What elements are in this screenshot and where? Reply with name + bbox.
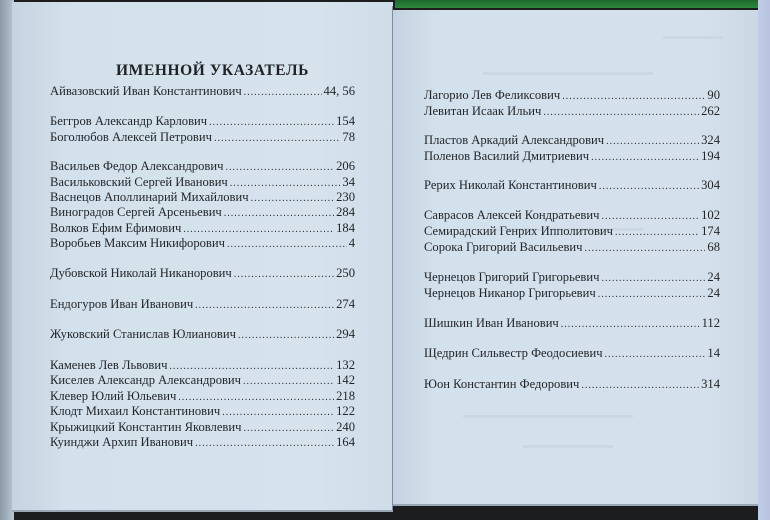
dot-leader [561, 319, 700, 330]
entry-name: Жуковский Станислав Юлианович [50, 327, 236, 341]
entry-name: Айвазовский Иван Константинович [50, 84, 242, 98]
dot-leader [234, 269, 334, 280]
entry-name: Беггров Александр Карлович [50, 114, 208, 128]
entry-pages: 154 [336, 114, 355, 128]
dot-leader [615, 227, 699, 238]
entry-name: Клодт Михаил Константинович [50, 404, 221, 418]
index-entry [50, 404, 355, 420]
entry-pages: 240 [336, 420, 355, 434]
dot-leader [244, 87, 322, 98]
entry-pages: 34 [342, 175, 355, 189]
entry-pages: 324 [701, 133, 720, 147]
entry-name: Каменев Лев Львович [50, 358, 168, 372]
dot-leader [601, 211, 699, 222]
entry-pages: 250 [336, 266, 355, 280]
entry-name: Клевер Юлий Юльевич [50, 389, 177, 403]
index-entry [50, 266, 355, 282]
entry-name: Виноградов Сергей Арсеньевич [50, 205, 222, 219]
entry-pages: 78 [342, 130, 355, 144]
entry-pages: 142 [336, 373, 355, 387]
index-entry [50, 373, 355, 389]
entry-name: Волков Ефим Ефимович [50, 221, 182, 235]
entry-pages: 218 [336, 389, 355, 403]
index-entry [424, 208, 720, 224]
dot-leader [562, 91, 705, 102]
entry-pages: 262 [701, 104, 720, 118]
entry-name: Васильковский Сергей Иванович [50, 175, 228, 189]
entry-name: Саврасов Алексей Кондратьевич [424, 208, 600, 222]
dot-leader [581, 380, 699, 391]
entry-name: Шишкин Иван Иванович [424, 316, 559, 330]
entry-name: Рерих Николай Константинович [424, 178, 597, 192]
index-entry [424, 178, 720, 194]
index-entry [50, 114, 355, 130]
dot-leader [183, 224, 334, 235]
dot-leader [227, 239, 347, 250]
entry-pages: 14 [707, 346, 720, 360]
index-list-right [424, 0, 720, 520]
entry-name: Куинджи Архип Иванович [50, 435, 194, 449]
entry-pages: 194 [701, 149, 720, 163]
entry-pages: 24 [707, 270, 720, 284]
entry-name: Поленов Василий Дмитриевич [424, 149, 590, 163]
book-spine [392, 6, 393, 510]
entry-pages: 90 [707, 88, 720, 102]
dot-leader [605, 349, 706, 360]
entry-pages: 132 [336, 358, 355, 372]
index-entry [424, 149, 720, 165]
entry-pages: 24 [707, 286, 720, 300]
dot-leader [591, 152, 699, 163]
entry-pages: 294 [336, 327, 355, 341]
dot-leader [606, 136, 699, 147]
entry-name: Семирадский Генрих Ипполитович [424, 224, 613, 238]
entry-pages: 206 [336, 159, 355, 173]
entry-name: Юон Константин Федорович [424, 377, 580, 391]
dot-leader [251, 193, 335, 204]
entry-pages: 4 [348, 236, 355, 250]
entry-name: Чернецов Григорий Григорьевич [424, 270, 600, 284]
dot-leader [230, 178, 341, 189]
index-list-left [50, 0, 355, 520]
dot-leader [598, 289, 706, 300]
entry-name: Васнецов Аполлинарий Михайлович [50, 190, 249, 204]
dot-leader [224, 208, 334, 219]
index-entry [424, 240, 720, 256]
dot-leader [599, 181, 699, 192]
entry-name: Крыжицкий Константин Яковлевич [50, 420, 242, 434]
entry-name: Ендогуров Иван Иванович [50, 297, 194, 311]
dot-leader [243, 376, 334, 387]
entry-pages: 184 [336, 221, 355, 235]
entry-name: Чернецов Никанор Григорьевич [424, 286, 596, 300]
entry-pages: 284 [336, 205, 355, 219]
index-entry [424, 377, 720, 393]
entry-pages: 122 [336, 404, 355, 418]
entry-pages: 44, 56 [323, 84, 355, 98]
entry-name: Сорока Григорий Васильевич [424, 240, 583, 254]
dot-leader [225, 162, 334, 173]
dot-leader [601, 273, 705, 284]
index-entry [50, 420, 355, 436]
dot-leader [214, 133, 340, 144]
dot-leader [195, 438, 334, 449]
entry-name: Киселев Александр Александрович [50, 373, 242, 387]
dot-leader [209, 117, 334, 128]
index-entry [50, 358, 355, 374]
index-entry [50, 389, 355, 405]
entry-pages: 230 [336, 190, 355, 204]
index-entry [424, 346, 720, 362]
entry-name: Воробьев Максим Никифорович [50, 236, 225, 250]
dot-leader [178, 392, 334, 403]
dot-leader [243, 423, 334, 434]
index-entry [50, 327, 355, 343]
index-entry [424, 286, 720, 302]
index-entry [424, 88, 720, 104]
entry-name: Дубовской Николай Никанорович [50, 266, 232, 280]
index-entry [50, 190, 355, 206]
dot-leader [543, 107, 699, 118]
dot-leader [195, 300, 334, 311]
entry-name: Лагорио Лев Феликсович [424, 88, 561, 102]
entry-pages: 164 [336, 435, 355, 449]
entry-name: Боголюбов Алексей Петрович [50, 130, 212, 144]
index-entry [50, 175, 355, 191]
dot-leader [169, 361, 334, 372]
index-entry [50, 130, 355, 146]
entry-name: Левитан Исаак Ильич [424, 104, 542, 118]
index-entry [424, 133, 720, 149]
entry-pages: 274 [336, 297, 355, 311]
index-entry [50, 435, 355, 451]
entry-pages: 102 [701, 208, 720, 222]
index-entry [50, 236, 355, 252]
dot-leader [585, 243, 706, 254]
entry-name: Щедрин Сильвестр Феодосиевич [424, 346, 603, 360]
dot-leader [222, 407, 334, 418]
entry-pages: 174 [701, 224, 720, 238]
index-entry [50, 221, 355, 237]
index-entry [424, 224, 720, 240]
entry-pages: 68 [707, 240, 720, 254]
index-title: ИМЕННОЙ УКАЗАТЕЛЬ [116, 62, 310, 79]
entry-pages: 112 [701, 316, 720, 330]
index-entry [50, 205, 355, 221]
entry-name: Пластов Аркадий Александрович [424, 133, 605, 147]
index-entry [50, 297, 355, 313]
index-entry [50, 159, 355, 175]
entry-pages: 314 [701, 377, 720, 391]
entry-name: Васильев Федор Александрович [50, 159, 224, 173]
entry-pages: 304 [701, 178, 720, 192]
right-cover-edge [758, 0, 770, 520]
index-entry [424, 104, 720, 120]
index-entry [424, 270, 720, 286]
dot-leader [238, 330, 334, 341]
index-entry [424, 316, 720, 332]
index-entry [50, 84, 355, 100]
